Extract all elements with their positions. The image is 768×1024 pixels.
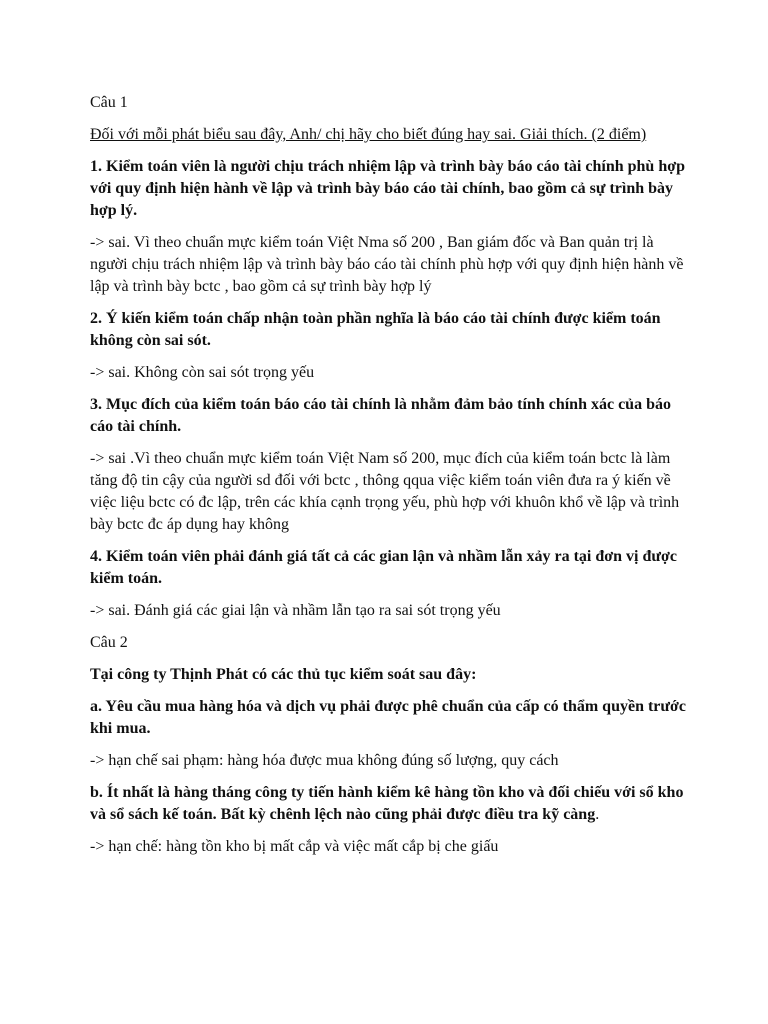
section-2-title: Câu 2	[90, 634, 128, 651]
section-2-intro: Tại công ty Thịnh Phát có các thủ tục kiểm soát sau đây:	[90, 666, 477, 683]
answer-3: -> sai .Vì theo chuẩn mực kiểm toán Việt Nam số 200, mục đích của kiểm toán bctc là làm tăng độ tin cậy của người sd đối với bctc , thông qqua việc kiểm toán viên đưa ra ý kiến về việc liệu bctc có đc lập, trên các khía cạnh trọng yếu, phù hợp với khuôn khổ về lập và trình bày bctc đc áp dụng hay không	[90, 450, 680, 533]
answer-a: -> hạn chế sai phạm: hàng hóa được mua không đúng số lượng, quy cách	[90, 752, 559, 769]
question-2: 2. Ý kiến kiểm toán chấp nhận toàn phần nghĩa là báo cáo tài chính được kiểm toán không còn sai sót.	[90, 310, 661, 349]
answer-1: -> sai. Vì theo chuẩn mực kiểm toán Việt Nma số 200 , Ban giám đốc và Ban quản trị là người chịu trách nhiệm lập và trình bày báo cáo tài chính phù hợp với quy định hiện hành về lập và trình bày bctc , bao gồm cả sự trình bày hợp lý	[90, 234, 684, 295]
section-1-title: Câu 1	[90, 94, 128, 111]
question-4: 4. Kiểm toán viên phải đánh giá tất cả các gian lận và nhầm lẫn xảy ra tại đơn vị được kiểm toán.	[90, 548, 677, 587]
question-1: 1. Kiểm toán viên là người chịu trách nhiệm lập và trình bày báo cáo tài chính phù hợp với quy định hiện hành về lập và trình bày báo cáo tài chính, bao gồm cả sự trình bày hợp lý.	[90, 158, 685, 219]
question-b-text: b. Ít nhất là hàng tháng công ty tiến hành kiểm kê hàng tồn kho và đối chiếu với sổ kho và sổ sách kế toán. Bất kỳ chênh lệch nào cũng phải được điều tra kỹ càng	[90, 784, 684, 823]
section-1-instruction: Đối với mỗi phát biểu sau đây, Anh/ chị hãy cho biết đúng hay sai. Giải thích. (2 điểm)	[90, 126, 647, 143]
answer-2: -> sai. Không còn sai sót trọng yếu	[90, 364, 315, 381]
question-a: a. Yêu cầu mua hàng hóa và dịch vụ phải được phê chuẩn của cấp có thẩm quyền trước khi mua.	[90, 698, 686, 737]
question-3: 3. Mục đích của kiểm toán báo cáo tài chính là nhằm đảm bảo tính chính xác của báo cáo tài chính.	[90, 396, 671, 435]
answer-b: -> hạn chế: hàng tồn kho bị mất cắp và việc mất cắp bị che giấu	[90, 838, 499, 855]
document-page	[90, 92, 690, 868]
question-b-period: .	[595, 806, 600, 823]
answer-4: -> sai. Đánh giá các giai lận và nhầm lẫn tạo ra sai sót trọng yếu	[90, 602, 501, 619]
question-b	[90, 782, 690, 826]
